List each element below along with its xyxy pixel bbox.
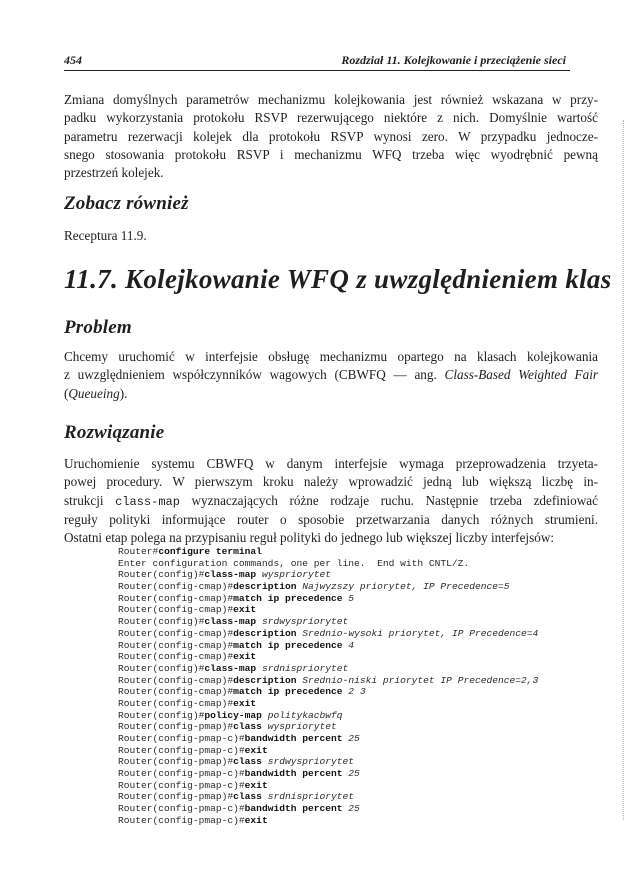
section-title: 11.7. Kolejkowanie WFQ z uwzględnieniem klas	[64, 264, 612, 294]
code-prompt: Router(config-cmap)#	[118, 627, 234, 639]
code-prompt: Router(config)#	[118, 569, 205, 581]
problem-heading: Problem	[64, 317, 132, 338]
problem-term-italic: Class-Based Weighted Fair	[444, 367, 598, 383]
code-prompt: Router(config-pmap)#	[118, 791, 234, 803]
code-argument: 4	[342, 639, 355, 651]
code-argument: Najwyzszy priorytet, IP Precedence=5	[296, 581, 510, 593]
code-command: class	[233, 721, 262, 733]
solution-line: powej procedury. W pierwszym kroku należy wprowadzić jedną lub większą liczbę in-	[64, 474, 598, 490]
code-prompt: Router(config-cmap)#	[118, 697, 234, 709]
code-prompt: Router(config-pmap-c)#	[118, 733, 245, 744]
router-config-code-block	[118, 546, 538, 827]
problem-line-text: z uwzględnieniem współczynników wagowych (CBWFQ — ang.	[64, 367, 437, 383]
solution-line: reguły polityki informujące router o sposobie przetwarzania danych różnych strumieni.	[64, 511, 598, 527]
code-prompt: Router(config-pmap-c)#	[118, 779, 245, 791]
code-prompt: Router(config-pmap)#	[118, 721, 234, 733]
code-line	[118, 640, 538, 652]
code-prompt: Router(config-cmap)#	[118, 592, 234, 604]
code-line	[118, 593, 538, 605]
code-line	[118, 675, 538, 687]
problem-line: (Queueing).	[64, 385, 128, 401]
code-command: exit	[233, 604, 257, 616]
see-also-heading: Zobacz również	[64, 193, 189, 214]
code-argument: 25	[342, 803, 360, 815]
code-command: bandwidth percent	[244, 768, 343, 780]
code-prompt: Router(config-cmap)#	[118, 581, 234, 593]
code-command: class-map	[204, 569, 257, 581]
problem-line-end: ).	[119, 385, 128, 401]
code-prompt: Router(config-cmap)#	[118, 651, 234, 663]
code-prompt: Router(config)#	[118, 709, 205, 721]
page-number: 454	[64, 53, 82, 67]
code-line	[118, 663, 538, 675]
code-prompt: Router(config-cmap)#	[118, 686, 234, 698]
code-prompt: Router(config-pmap)#	[118, 756, 234, 768]
code-prompt: Router(config-pmap-c)#	[118, 803, 245, 815]
code-argument: Srednio-niski priorytet IP Precedence=2,3	[296, 674, 539, 686]
code-command: class	[233, 756, 262, 768]
code-argument: srdwyspriorytet	[261, 756, 355, 768]
problem-term-italic: Queueing	[68, 385, 120, 401]
code-line	[118, 628, 538, 640]
solution-line-text: wyznaczających różne rodzaje ruchu. Następnie trzeba zdefiniować	[191, 492, 599, 508]
code-line	[118, 791, 538, 803]
problem-paragraph	[64, 348, 598, 403]
code-line	[118, 803, 538, 815]
code-line	[118, 686, 538, 698]
solution-line-text: strukcji	[64, 492, 104, 508]
code-argument: Srednio-wysoki priorytet, IP Precedence=4	[296, 627, 539, 639]
solution-paragraph	[64, 455, 598, 547]
solution-line	[64, 492, 598, 511]
code-command: description	[233, 627, 297, 639]
see-also-text: Receptura 11.9.	[64, 228, 147, 243]
code-argument: 25	[342, 733, 360, 744]
code-line	[118, 780, 538, 792]
code-command: class-map	[204, 616, 257, 628]
code-prompt: Router#	[118, 546, 159, 557]
code-line	[118, 546, 538, 558]
code-line	[118, 558, 538, 570]
code-prompt: Router(config-cmap)#	[118, 604, 234, 616]
code-prompt: Enter configuration commands, one per line. End with CNTL/Z.	[118, 557, 470, 569]
code-argument: srdnispriorytet	[256, 662, 349, 674]
code-argument: 5	[342, 592, 355, 604]
problem-line	[64, 366, 598, 384]
code-command: bandwidth percent	[244, 733, 343, 744]
code-command: exit	[233, 697, 257, 709]
code-prompt: Router(config-cmap)#	[118, 639, 234, 651]
code-command: match ip precedence	[233, 592, 343, 604]
code-argument: srdwyspriorytet	[256, 616, 349, 628]
code-prompt: Router(config-cmap)#	[118, 674, 234, 686]
inline-code-class-map: class-map	[115, 494, 180, 509]
code-command: exit	[244, 779, 268, 791]
solution-line: Ostatni etap polega na przypisaniu reguł polityki do jednego lub większej liczby interfejsów:	[64, 530, 555, 546]
code-command: bandwidth percent	[244, 803, 343, 815]
intro-line: przestrzeń kolejek.	[64, 165, 164, 181]
code-command: match ip precedence	[233, 639, 343, 651]
code-command: class-map	[204, 662, 257, 674]
running-header-title: Rozdział 11. Kolejkowanie i przeciążenie sieci	[341, 53, 566, 67]
code-argument: 2 3	[342, 686, 366, 698]
code-line	[118, 604, 538, 616]
header-rule	[64, 70, 570, 71]
code-argument: politykacbwfq	[261, 709, 343, 721]
code-command: configure terminal	[158, 546, 262, 557]
code-line	[118, 651, 538, 663]
code-argument: wyspriorytet	[261, 721, 337, 733]
code-prompt: Router(config-pmap-c)#	[118, 814, 245, 826]
intro-line: snego stosowania protokołu RSVP i mechanizmu WFQ trzeba więc wyodrębnić pewną	[64, 146, 598, 162]
code-line	[118, 616, 538, 628]
code-argument: srdnispriorytet	[261, 791, 355, 803]
code-line	[118, 710, 538, 722]
intro-paragraph	[64, 91, 598, 182]
code-argument: wyspriorytet	[256, 569, 332, 581]
code-argument: 25	[342, 768, 360, 780]
code-line	[118, 569, 538, 581]
intro-line: Zmiana domyślnych parametrów mechanizmu kolejkowania jest również wskazana w przy-	[64, 92, 598, 107]
code-line	[118, 733, 538, 745]
code-command: description	[233, 674, 297, 686]
code-command: exit	[233, 651, 257, 663]
intro-line: parametru rezerwacji kolejek dla protokołu RSVP wynosi zero. W przypadku jednocze-	[64, 128, 598, 144]
problem-line: Chcemy uruchomić w interfejsie obsługę mechanizmu opartego na klasach kolejkowania	[64, 349, 598, 364]
code-line	[118, 745, 538, 757]
code-line	[118, 768, 538, 780]
code-command: match ip precedence	[233, 686, 343, 698]
code-line	[118, 815, 538, 827]
code-line	[118, 698, 538, 710]
code-command: exit	[244, 744, 268, 756]
scan-edge-shadow	[621, 120, 624, 820]
solution-heading: Rozwiązanie	[64, 422, 165, 443]
intro-line: padku wykorzystania protokołu RSVP rezerwującego niektóre z nich. Domyślnie wartość	[64, 110, 598, 126]
code-prompt: Router(config)#	[118, 616, 205, 628]
code-command: exit	[244, 814, 268, 826]
solution-line: Uruchomienie systemu CBWFQ w danym interfejsie wymaga przeprowadzenia trzyeta-	[64, 456, 598, 471]
code-command: description	[233, 581, 297, 593]
code-prompt: Router(config)#	[118, 662, 205, 674]
code-prompt: Router(config-pmap-c)#	[118, 768, 245, 780]
code-line	[118, 581, 538, 593]
code-command: policy-map	[204, 709, 262, 721]
code-line	[118, 756, 538, 768]
code-prompt: Router(config-pmap-c)#	[118, 744, 245, 756]
code-command: class	[233, 791, 262, 803]
code-line	[118, 721, 538, 733]
